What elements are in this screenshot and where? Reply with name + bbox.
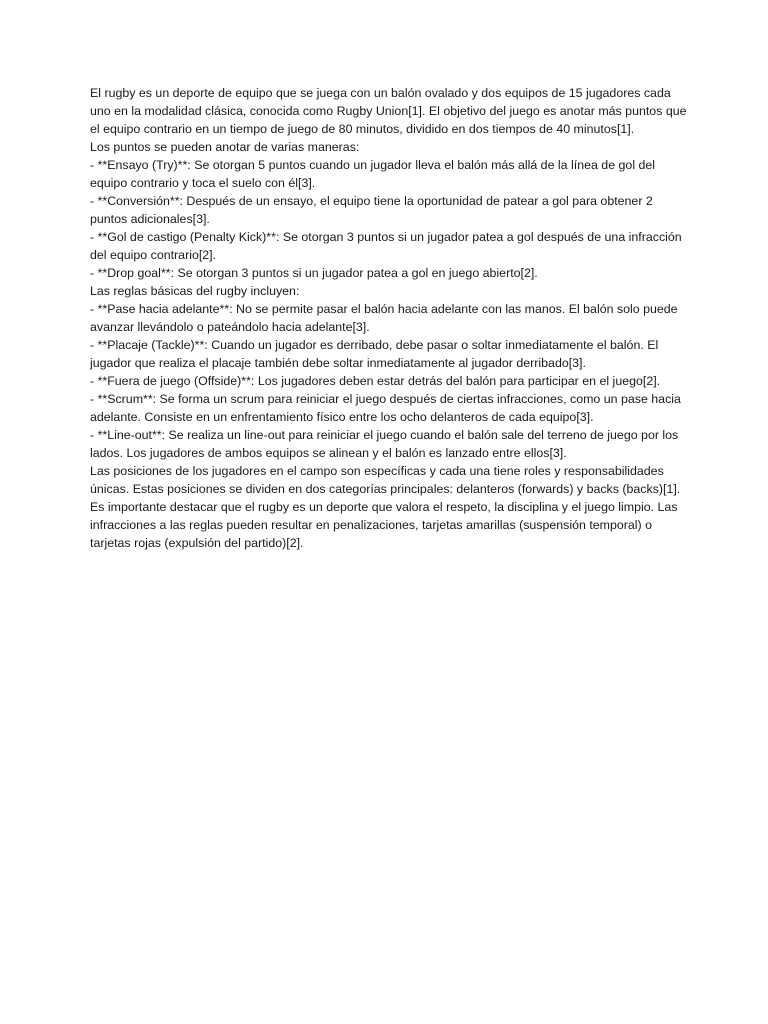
scoring-item-drop-goal: - **Drop goal**: Se otorgan 3 puntos si un jugador patea a gol en juego abierto[2]. — [90, 266, 538, 280]
scoring-item-penalty-kick: - **Gol de castigo (Penalty Kick)**: Se otorgan 3 puntos si un jugador patea a gol después de una infracción del equipo contrario[2]. — [90, 230, 682, 262]
scoring-item-conversion: - **Conversión**: Después de un ensayo, el equipo tiene la oportunidad de patear a gol para obtener 2 puntos adicionales[3]. — [90, 194, 653, 226]
intro-paragraph: El rugby es un deporte de equipo que se juega con un balón ovalado y dos equipos de 15 jugadores cada uno en la modalidad clásica, conocida como Rugby Union[1]. El objetivo del juego es anotar más puntos que el equipo contrario en un tiempo de juego de 80 minutos, dividido en dos tiempos de 40 minutos[1]. — [90, 86, 687, 136]
rule-item-tackle: - **Placaje (Tackle)**: Cuando un jugador es derribado, debe pasar o soltar inmediatamente el balón. El jugador que realiza el placaje también debe soltar inmediatamente al jugador derribado[3]. — [90, 338, 659, 370]
closing-paragraph: Es importante destacar que el rugby es un deporte que valora el respeto, la disciplina y el juego limpio. Las infracciones a las reglas pueden resultar en penalizaciones, tarjetas amarillas (suspensión temporal) o tarjetas rojas (expulsión del partido)[2]. — [90, 500, 678, 550]
positions-paragraph: Las posiciones de los jugadores en el campo son específicas y cada una tiene roles y responsabilidades únicas. Estas posiciones se dividen en dos categorías principales: delanteros (forwards) y backs (backs)[1]. — [90, 464, 681, 496]
rule-item-forward-pass: - **Pase hacia adelante**: No se permite pasar el balón hacia adelante con las manos. El balón solo puede avanzar llevándolo o pateándolo hacia adelante[3]. — [90, 302, 678, 334]
scoring-intro-paragraph: Los puntos se pueden anotar de varias maneras: — [90, 140, 360, 154]
document-page — [90, 84, 690, 552]
rule-item-line-out: - **Line-out**: Se realiza un line-out para reiniciar el juego cuando el balón sale del terreno de juego por los lados. Los jugadores de ambos equipos se alinean y el balón es lanzado entre ellos[3]. — [90, 428, 679, 460]
rule-item-scrum: - **Scrum**: Se forma un scrum para reiniciar el juego después de ciertas infracciones, como un pase hacia adelante. Consiste en un enfrentamiento físico entre los ocho delanteros de cada equipo[3]. — [90, 392, 681, 424]
scoring-item-try: - **Ensayo (Try)**: Se otorgan 5 puntos cuando un jugador lleva el balón más allá de la línea de gol del equipo contrario y toca el suelo con él[3]. — [90, 158, 656, 190]
rules-intro-paragraph: Las reglas básicas del rugby incluyen: — [90, 284, 300, 298]
rule-item-offside: - **Fuera de juego (Offside)**: Los jugadores deben estar detrás del balón para participar en el juego[2]. — [90, 374, 661, 388]
